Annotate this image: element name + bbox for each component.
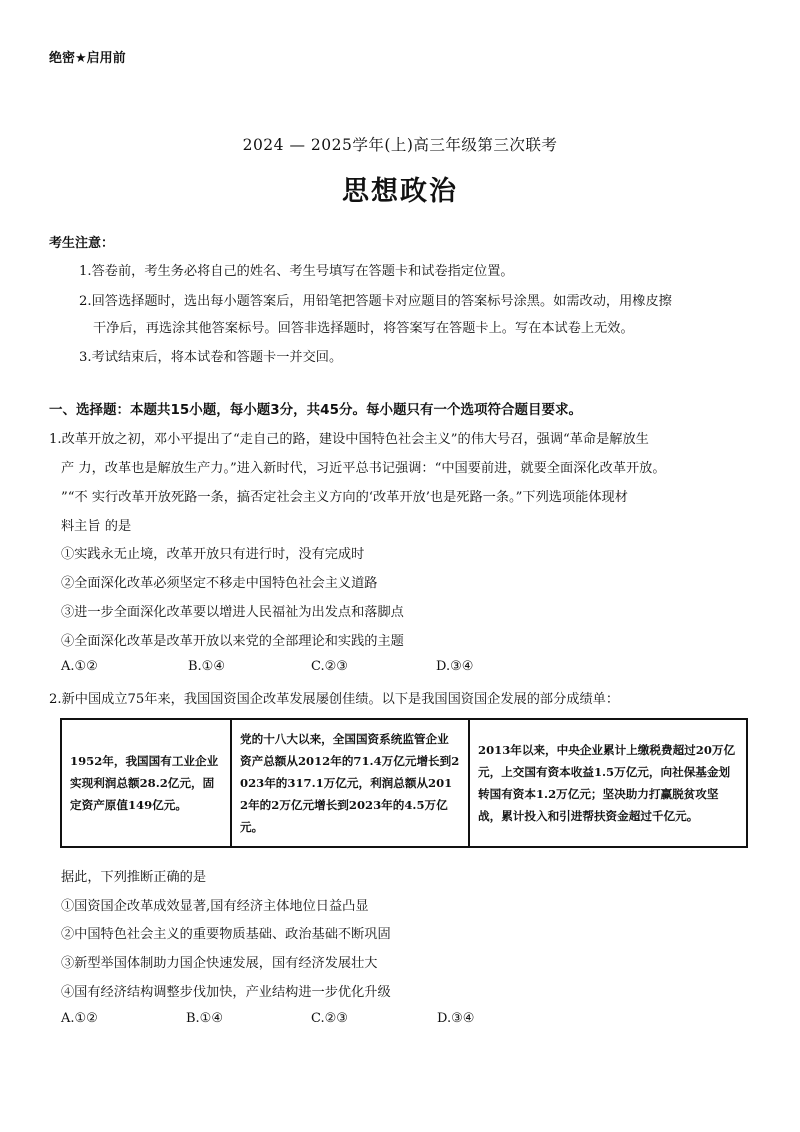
q2-answer-b: B.①④ [186,1011,223,1026]
q2-option: ③新型举国体制助力国企快速发展，国有经济发展壮大 [61,956,378,971]
page-title: 思想政治 [342,176,458,207]
q1-answer-c: C.②③ [311,659,348,674]
q1-stem-line: ”“不 实行改革开放死路一条，搞否定社会主义方向的‘改革开放’也是死路一条。”下列选项能体现材 [61,490,628,505]
q2-option: ②中国特色社会主义的重要物质基础、政治基础不断巩固 [61,927,391,942]
q2-answer-d: D.③④ [437,1011,475,1026]
table-cell-18th-congress: 党的十八大以来，全国国资系统监管企业资产总额从2012年的71.4万亿元增长到2023年的317.1万亿元，利润总额从2012年的2万亿元增长到2023年的4.5万亿元。 [232,720,470,846]
q1-option: ③进一步全面深化改革要以增进人民福祉为出发点和落脚点 [61,605,404,620]
notice-heading: 考生注意： [49,236,115,251]
q1-stem-line: 产 力，改革也是解放生产力。”进入新时代，习近平总书记强调：“中国要前进，就要全面深化改革开放。 [61,461,666,476]
q1-answer-a: A.①② [61,659,98,674]
table-cell-1952: 1952年，我国国有工业企业实现利润总额28.2亿元，固定资产原值149亿元。 [62,720,232,846]
q1-option: ②全面深化改革必须坚定不移走中国特色社会主义道路 [61,576,378,591]
q2-option: ④国有经济结构调整步伐加快，产业结构进一步优化升级 [61,985,391,1000]
notice-line: 1.答卷前，考生务必将自己的姓名、考生号填写在答题卡和试卷指定位置。 [79,264,514,279]
notice-line: 2.回答选择题时，选出每小题答案后，用铅笔把答题卡对应题目的答案标号涂黑。如需改动，用橡皮擦 [79,294,672,309]
exam-subtitle: 2024 — 2025学年(上)高三年级第三次联考 [242,136,558,154]
q1-option: ④全面深化改革是改革开放以来党的全部理论和实践的主题 [61,634,404,649]
table-cell-2013: 2013年以来，中央企业累计上缴税费超过20万亿元，上交国有资本收益1.5万亿元，向社保基金划转国有资本1.2万亿元；坚决助力打赢脱贫攻坚战，累计投入和引进帮扶资金超过千亿元。 [478,743,736,823]
q2-option: ①国资国企改革成效显著,国有经济主体地位日益凸显 [61,899,369,914]
q1-answer-b: B.①④ [188,659,225,674]
q2-answer-c: C.②③ [311,1011,348,1026]
notice-line: 3.考试结束后，将本试卷和答题卡一并交回。 [79,350,343,365]
achievements-table [60,718,748,848]
notice-line: 干净后，再选涂其他答案标号。回答非选择题时，将答案写在答题卡上。写在本试卷上无效。 [93,321,634,336]
confidential-label: 绝密★启用前 [49,51,126,66]
q1-stem-line: 1.改革开放之初，邓小平提出了“走自己的路，建设中国特色社会主义”的伟大号召，强调“革命是解放生 [49,432,649,447]
q2-lead: 据此，下列推断正确的是 [61,870,207,885]
q1-option: ①实践永无止境，改革开放只有进行时，没有完成时 [61,547,365,562]
q2-stem: 2.新中国成立75年来，我国国资国企改革发展屡创佳绩。以下是我国国资国企发展的部分成绩单： [49,692,620,707]
q1-answer-d: D.③④ [436,659,474,674]
section-heading: 一、选择题：本题共15小题，每小题3分，共45分。每小题只有一个选项符合题目要求。 [49,402,582,418]
q1-stem-line: 料主旨 的是 [61,519,132,534]
q2-answer-a: A.①② [61,1011,98,1026]
